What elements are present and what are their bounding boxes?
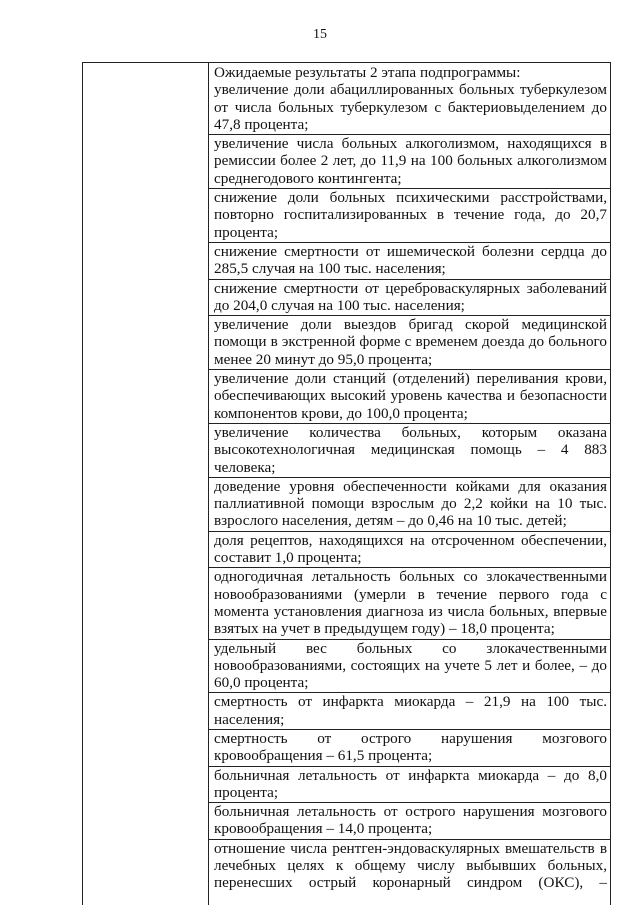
result-item: снижение доли больных психическими расстройствами, повторно госпитализированных в течение года, до 20,7 процента; [209, 188, 610, 242]
result-item: доведение уровня обеспеченности койками для оказания паллиативной помощи взрослым до 2,2 койки на 10 тыс. взрослого населения, детям – до 0,46 на 10 тыс. детей; [209, 477, 610, 531]
result-item: увеличение количества больных, которым оказана высокотехнологичная медицинская помощь – 4 883 человека; [209, 423, 610, 477]
table-left-column [83, 63, 209, 905]
result-item: больничная летальность от инфаркта миокарда – до 8,0 процента; [209, 766, 610, 803]
result-item: увеличение доли станций (отделений) переливания крови, обеспечивающих высокий уровень качества и безопасности компонентов крови, до 100,0 процента; [209, 369, 610, 423]
result-item: смертность от острого нарушения мозгового кровообращения – 61,5 процента; [209, 729, 610, 766]
result-item: снижение смертности от ишемической болезни сердца до 285,5 случая на 100 тыс. населения; [209, 242, 610, 279]
result-item: увеличение числа больных алкоголизмом, находящихся в ремиссии более 2 лет, до 11,9 на 100 больных алкоголизмом среднегодового контингента; [209, 134, 610, 188]
result-item: увеличение доли выездов бригад скорой медицинской помощи в экстренной форме с временем доезда до больного менее 20 минут до 95,0 процента; [209, 315, 610, 369]
result-item: больничная летальность от острого нарушения мозгового кровообращения – 14,0 процента; [209, 802, 610, 839]
result-item: одногодичная летальность больных со злокачественными новообразованиями (умерли в течение первого года с момента установления диагноза из числа больных, впервые взятых на учет в предыдущем году) – 18,0 процента; [209, 567, 610, 638]
page-number: 15 [313, 27, 327, 42]
table-right-column [209, 63, 610, 905]
results-heading: Ожидаемые результаты 2 этапа подпрограммы: [214, 64, 521, 81]
results-table [82, 62, 611, 905]
result-item: удельный вес больных со злокачественными новообразованиями, состоящих на учете 5 лет и более, – до 60,0 процента; [209, 639, 610, 693]
result-item: отношение числа рентген-эндоваскулярных вмешательств в лечебных целях к общему числу выбывших больных, перенесших острый коронарный синдром (ОКС), – [209, 839, 610, 892]
result-item: доля рецептов, находящихся на отсроченном обеспечении, составит 1,0 процента; [209, 531, 610, 568]
result-item: смертность от инфаркта миокарда – 21,9 на 100 тыс. населения; [209, 692, 610, 729]
result-item: увеличение доли абациллированных больных туберкулезом от числа больных туберкулезом с бактериовыделением до 47,8 процента; [214, 81, 607, 133]
result-item: снижение смертности от цереброваскулярных заболеваний до 204,0 случая на 100 тыс. населения; [209, 279, 610, 316]
